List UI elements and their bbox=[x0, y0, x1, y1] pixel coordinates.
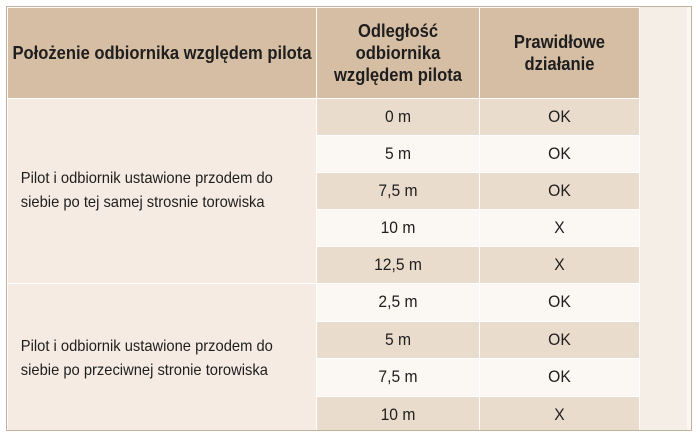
group-1-label: Pilot i odbiornik ustawione przodem do siebie po tej samej strosnie torowiska bbox=[7, 99, 316, 284]
table-frame bbox=[6, 6, 692, 431]
table-edge bbox=[687, 7, 691, 430]
header-distance: Odległość odbiornika względem pilota bbox=[317, 8, 480, 99]
distance-cell: 7,5 m bbox=[317, 359, 480, 397]
result-cell: X bbox=[479, 247, 639, 284]
distance-cell: 10 m bbox=[317, 210, 480, 247]
header-result: Prawidłowe działanie bbox=[479, 8, 639, 99]
result-cell: X bbox=[479, 210, 639, 247]
range-test-table bbox=[7, 7, 640, 431]
distance-cell: 0 m bbox=[317, 99, 480, 136]
group-2-label: Pilot i odbiornik ustawione przodem do siebie po przeciwnej stronie torowiska bbox=[7, 284, 316, 432]
result-cell: OK bbox=[479, 359, 639, 397]
result-cell: OK bbox=[479, 321, 639, 359]
table-header-row bbox=[7, 8, 639, 99]
result-cell: OK bbox=[479, 99, 639, 136]
result-cell: OK bbox=[479, 136, 639, 173]
distance-cell: 2,5 m bbox=[317, 284, 480, 322]
result-cell: X bbox=[479, 396, 639, 431]
distance-cell: 10 m bbox=[317, 396, 480, 431]
distance-cell: 12,5 m bbox=[317, 247, 480, 284]
header-position: Położenie odbiornika względem pilota bbox=[7, 8, 316, 99]
distance-cell: 5 m bbox=[317, 136, 480, 173]
distance-cell: 5 m bbox=[317, 321, 480, 359]
result-cell: OK bbox=[479, 173, 639, 210]
distance-cell: 7,5 m bbox=[317, 173, 480, 210]
result-cell: OK bbox=[479, 284, 639, 322]
table-row bbox=[7, 99, 639, 136]
table-row bbox=[7, 284, 639, 322]
